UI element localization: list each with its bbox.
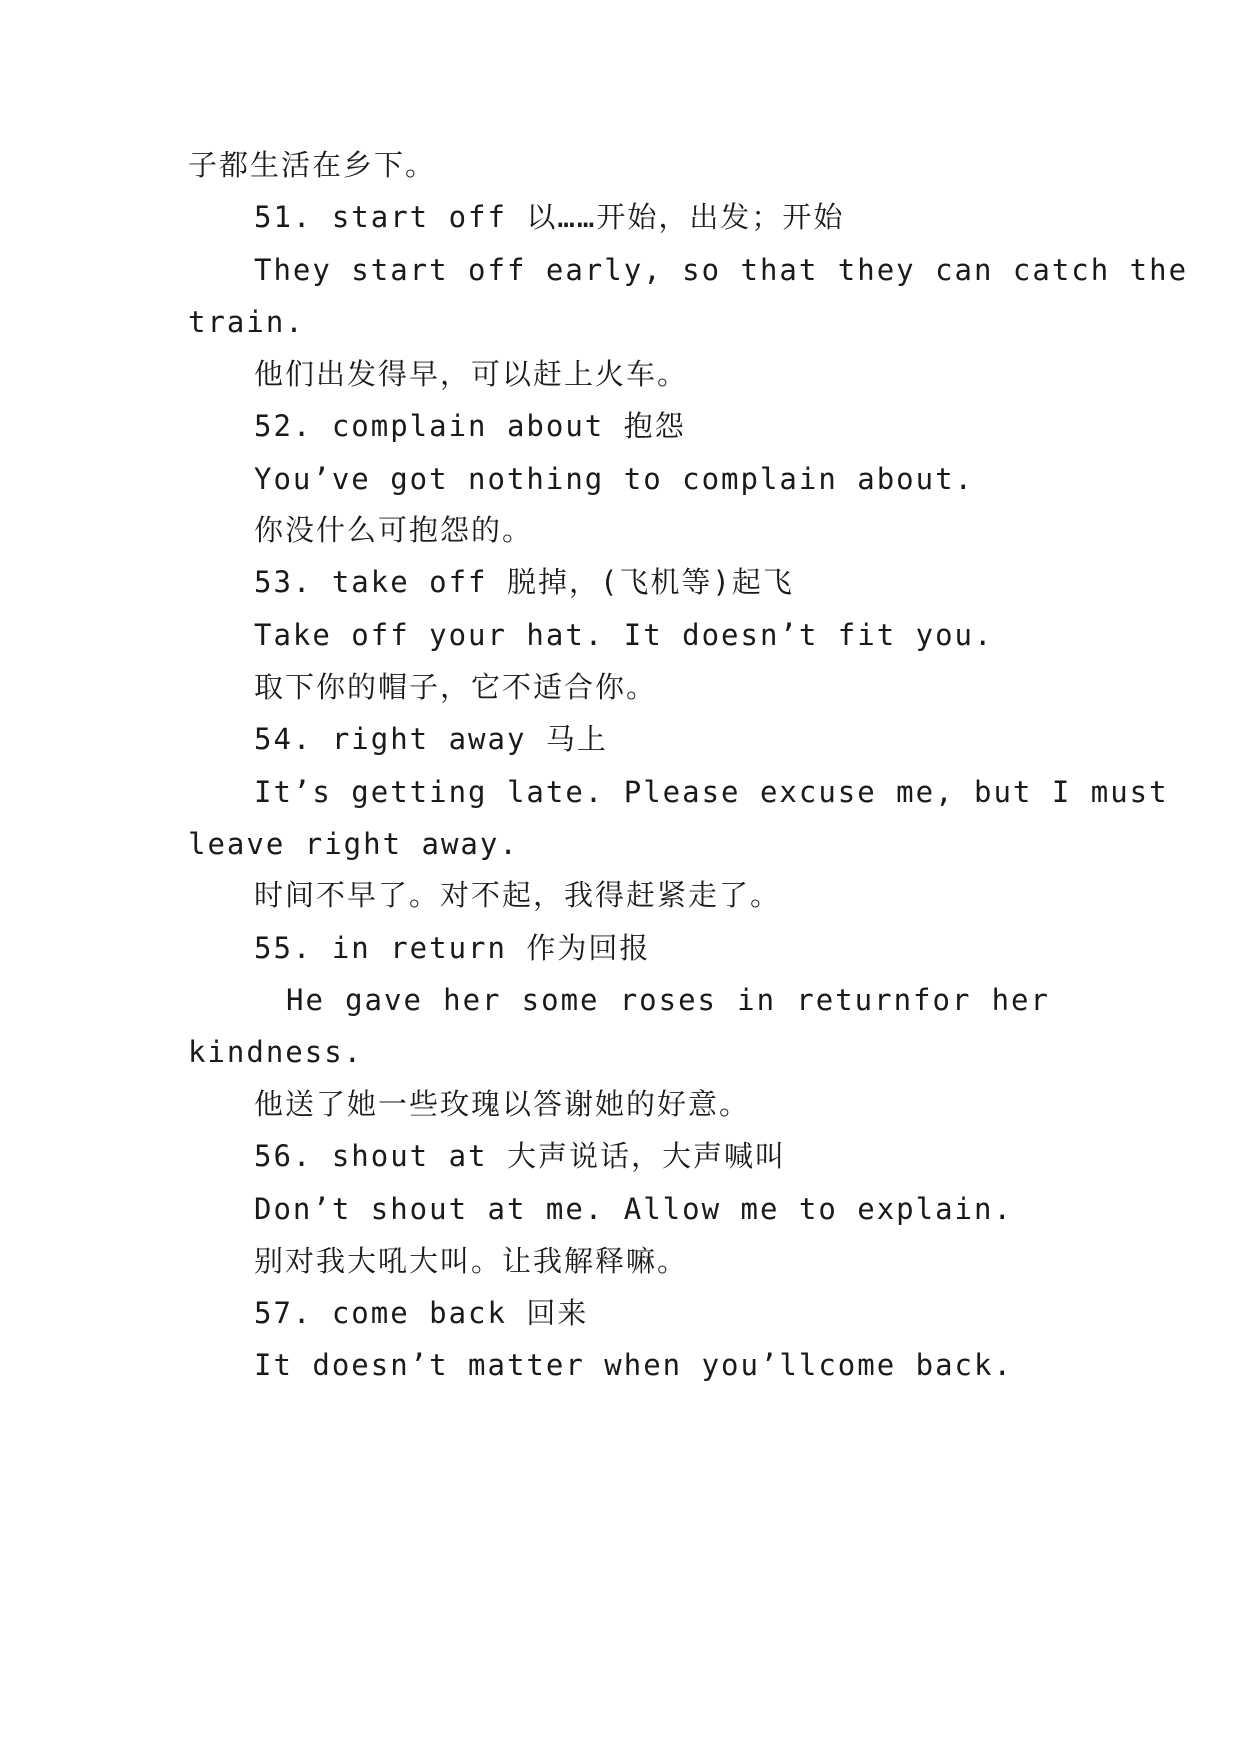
phrase-heading-55: 55. in return 作为回报 bbox=[254, 931, 651, 965]
example-sentence: Don’t shout at me. Allow me to explain. bbox=[254, 1192, 1013, 1226]
text-line: 子都生活在乡下。 bbox=[188, 148, 437, 182]
word: He bbox=[286, 983, 325, 1017]
phrase-heading-51: 51. start off 以……开始，出发；开始 bbox=[254, 200, 845, 234]
example-sentence: Take off your hat. It doesn’t fit you. bbox=[254, 618, 994, 652]
word: her bbox=[443, 983, 502, 1017]
example-sentence-cont: train. bbox=[188, 305, 305, 339]
translation-line: 取下你的帽子，它不适合你。 bbox=[254, 670, 658, 704]
word: gave bbox=[345, 983, 423, 1017]
translation-line: 他们出发得早，可以赶上火车。 bbox=[254, 357, 689, 391]
translation-line: 时间不早了。对不起，我得赶紧走了。 bbox=[254, 878, 782, 912]
word: her bbox=[991, 983, 1050, 1017]
translation-line: 别对我大吼大叫。让我解释嘛。 bbox=[254, 1244, 689, 1278]
example-sentence: You’ve got nothing to complain about. bbox=[254, 462, 975, 496]
phrase-heading-53: 53. take off 脱掉，(飞机等)起飞 bbox=[254, 565, 794, 599]
example-sentence: They start off early, so that they can catch the bbox=[254, 253, 1189, 287]
phrase-heading-56: 56. shout at 大声说话，大声喊叫 bbox=[254, 1139, 786, 1173]
translation-line: 你没什么可抱怨的。 bbox=[254, 513, 534, 547]
word: roses bbox=[619, 983, 717, 1017]
example-sentence: It’s getting late. Please excuse me, but I must bbox=[254, 775, 1169, 809]
word: returnfor bbox=[796, 983, 972, 1017]
word: in bbox=[737, 983, 777, 1017]
example-sentence-cont: kindness. bbox=[188, 1035, 364, 1069]
translation-line: 他送了她一些玫瑰以答谢她的好意。 bbox=[254, 1087, 751, 1121]
example-sentence-justified bbox=[286, 980, 1050, 1020]
phrase-heading-57: 57. come back 回来 bbox=[254, 1296, 589, 1330]
phrase-heading-52: 52. complain about 抱怨 bbox=[254, 409, 686, 443]
example-sentence: It doesn’t matter when you’llcome back. bbox=[254, 1348, 1013, 1382]
word: some bbox=[521, 983, 600, 1017]
example-sentence-cont: leave right away. bbox=[188, 827, 519, 861]
phrase-heading-54: 54. right away 马上 bbox=[254, 722, 608, 756]
